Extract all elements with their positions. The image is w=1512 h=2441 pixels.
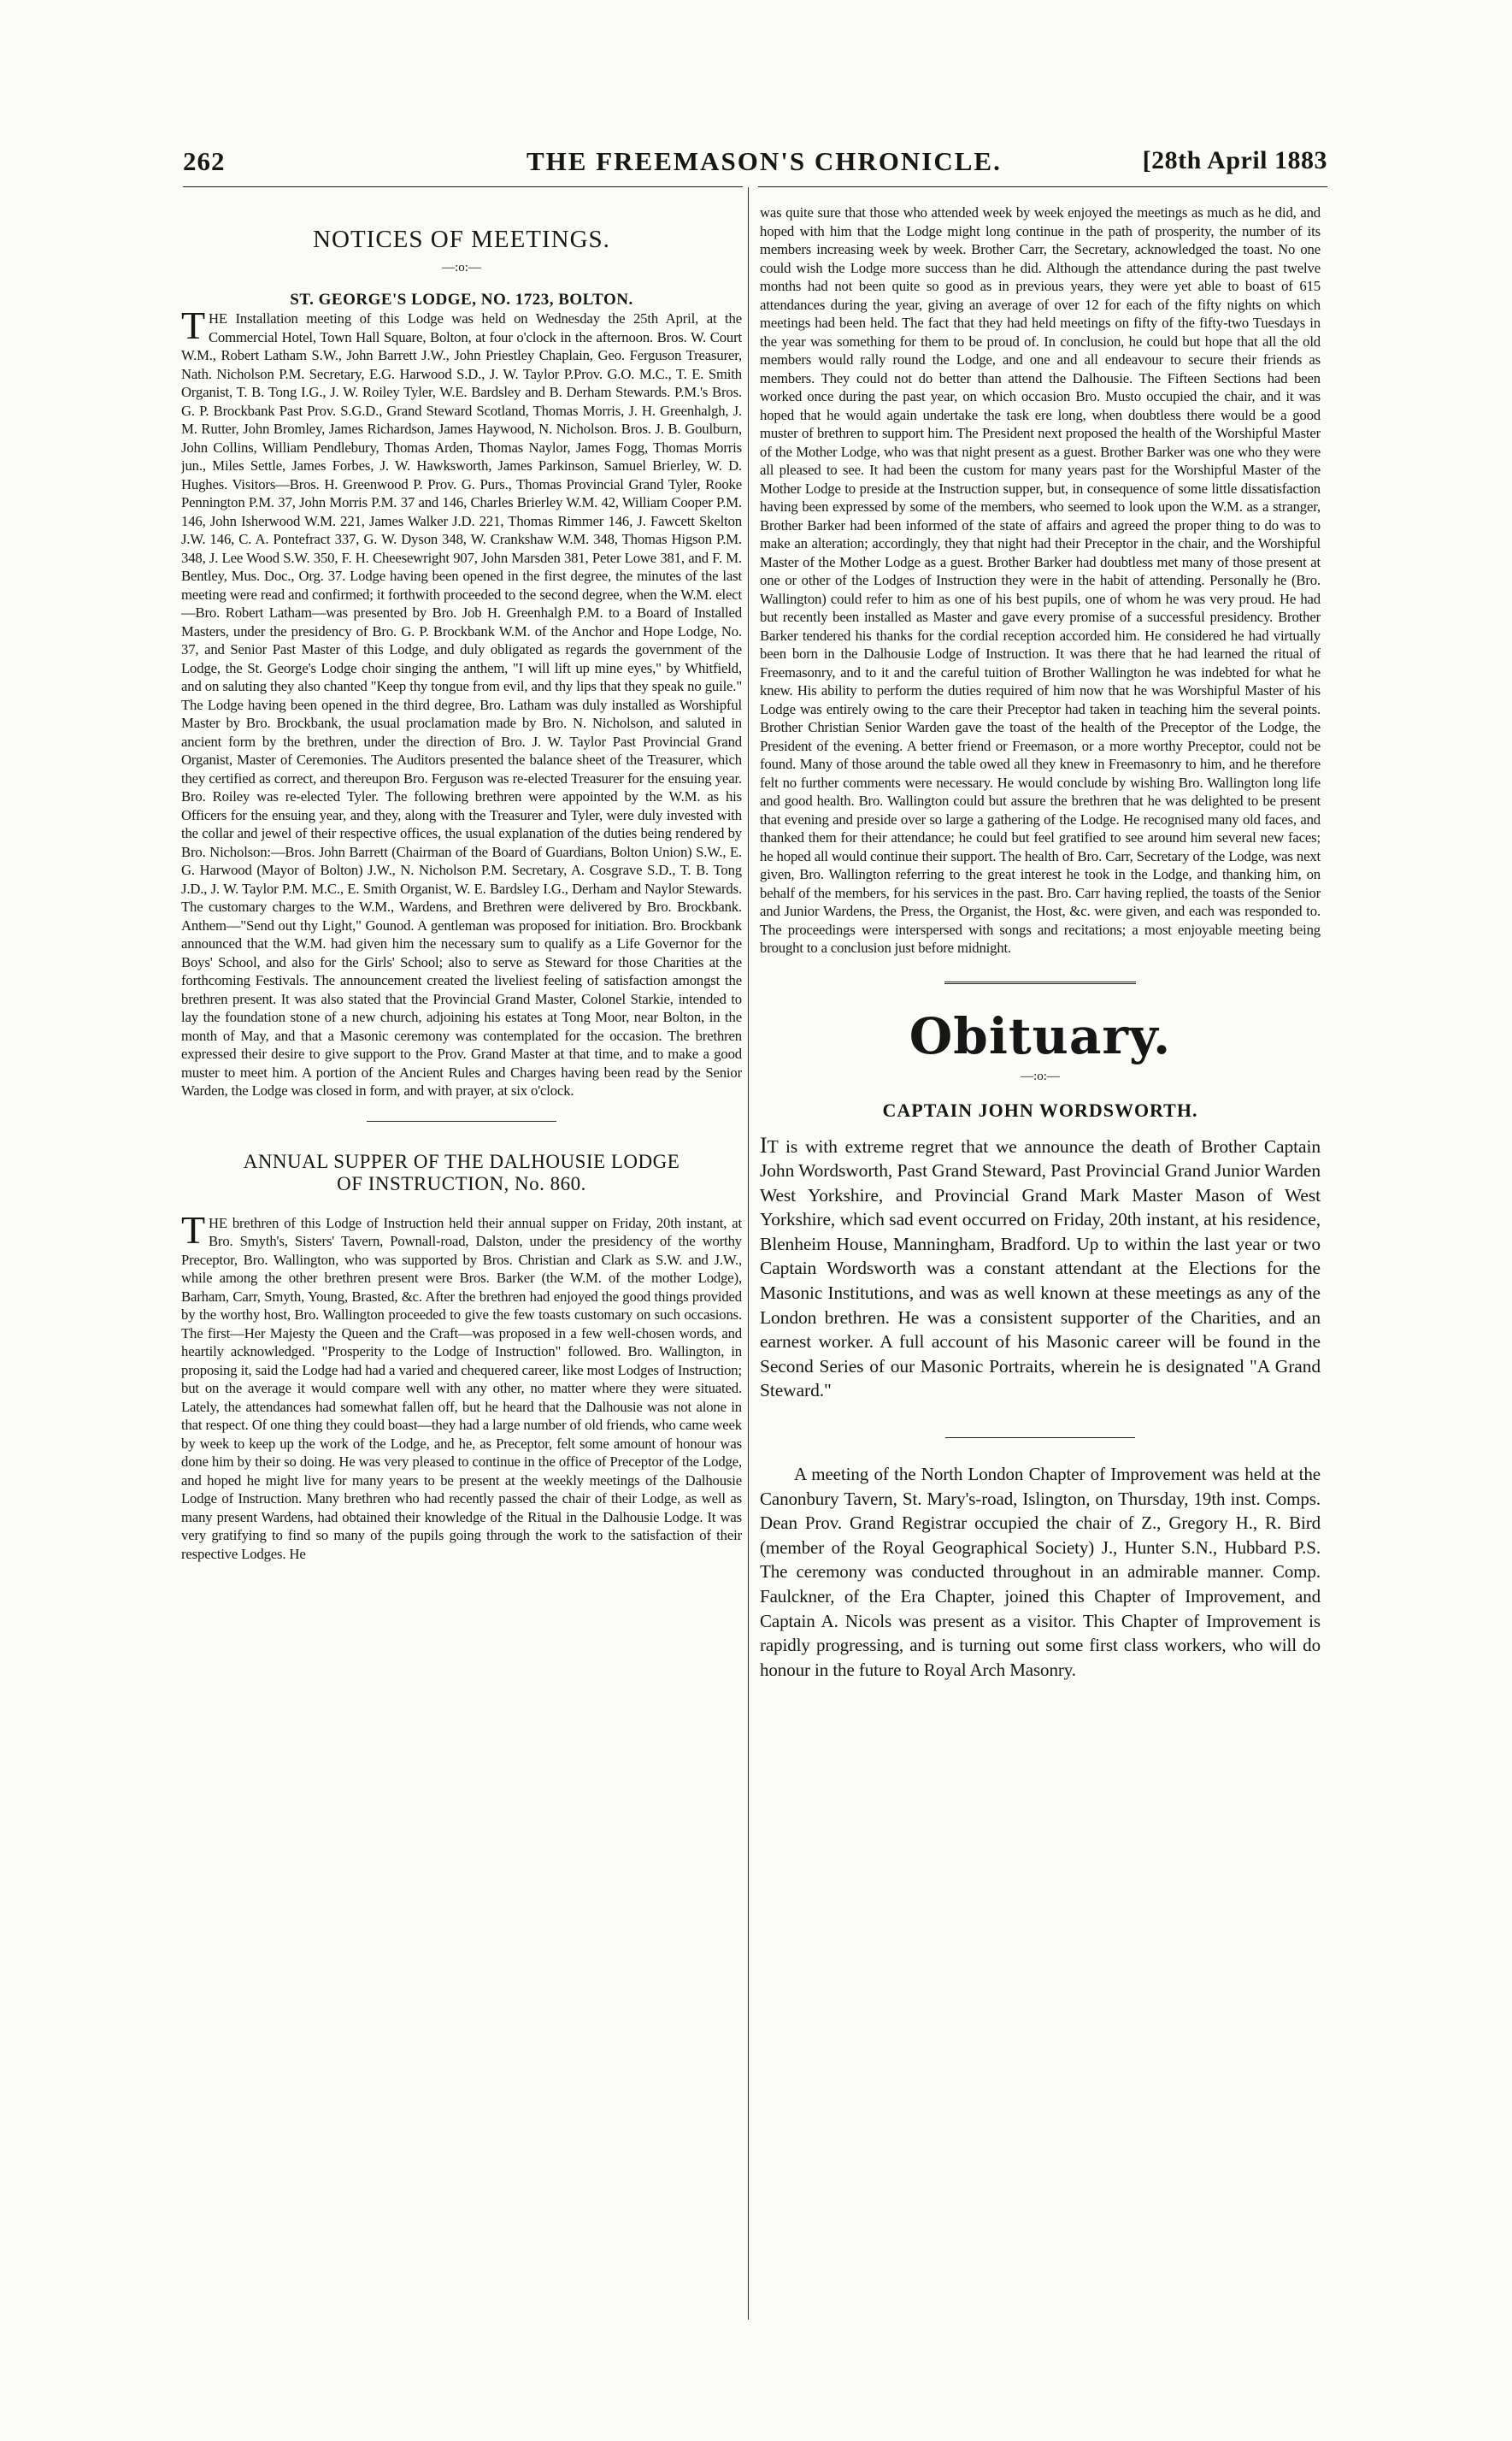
obituary-ornament: —:o:— xyxy=(1021,1069,1060,1083)
notices-ornament: —:o:— xyxy=(442,261,481,274)
column-rule xyxy=(748,187,749,2320)
left-section-rule xyxy=(367,1121,556,1122)
dalhousie-continued-article: was quite sure that those who attended week by week enjoyed the meetings as much as he did, and hoped with him that the Lodge might long continue in the path of prosperity, the number of its members increasing week by week. Brother Carr, the Secretary, acknowledged the toast. No one could wish the Lodge more success than he did. Although the attendance during the past twelve months had not been quite so good as in previous years, they were yet able to boast of 615 attendances during the year, giving an average of over 12 for each of the fifty nights on which meetings had been held. The fact that they had held meetings on fifty of the fifty-two Tuesdays in the year was something for them to be proud of. In conclusion, he could but hope that all the old members would rally round the Lodge, and one and all endeavour to secure their friends as members. They could not do better than attend the Dalhousie. The Fifteen Sections had been worked once during the past year, on which occasion Bro. Musto occupied the chair, and it was hoped that he would again undertake the task ere long, when doubtless there would be a good muster of brethren to support him. The President next proposed the health of the Worshipful Master of the Mother Lodge, who was that night present as a guest. Brother Barker was one who they were all pleased to see. It had been the custom for many years past for the Worshipful Master of the Mother Lodge to preside at the Instruction supper, but, in consequence of some little dissatisfaction having been expressed by some of the members, who seemed to look upon the W.M. as a stranger, Brother Barker had been informed of the state of affairs and agreed the proper thing to do was to make an alteration; accordingly, they that night had their Preceptor in the chair, and the Worshipful Master of the Mother Lodge as a guest. Brother Barker had doubtless met many of those present at one or other of the Lodges of Instruction they were in the habit of attending. Personally he (Bro. Wallington) could refer to him as one of his best pupils, one of whom he was very proud. He had but recently been installed as Master and gave every promise of a successful presidency. Brother Barker tendered his thanks for the cordial reception accorded him. He considered he had virtually been born in the Dalhousie Lodge of Instruction. It was there that he had learned the ritual of Freemasonry, and to it and the careful tuition of Brother Wallington he was indebted for what he knew. His ability to perform the duties required of him now that he was Worshipful Master of his Lodge was entirely owing to the care their Preceptor had taken in teaching him the several points. Brother Christian Senior Warden gave the toast of the health of the Preceptor of the Lodge, the President of the evening. A better friend or Freemason, or a more worthy Preceptor, could not be found. Many of those around the table owed all they knew in Freemasonry to him, and he therefore felt no further comments were necessary. He would conclude by wishing Bro. Wallington long life and good health. Bro. Wallington could but assure the brethren that he was delighted to be present that evening and preside over so large a gathering of the Lodge. He recognised many old faces, and thanked them for their attendance; he could but feel gratified to see around him several new faces; he hoped all would continue their support. The health of Bro. Carr, Secretary of the Lodge, was next given, Bro. Wallington referring to the great interest he took in the Lodge, and thanking him, on behalf of the members, for his services in the past. Bro. Carr having replied, the toasts of the Senior and Junior Wardens, the Press, the Organist, the Host, &c. were given, and each was responded to. The proceedings were interspersed with songs and recitations; a most enjoyable meeting being brought to a conclusion just before midnight. xyxy=(760,204,1321,956)
obituary-heading: CAPTAIN JOHN WORDSWORTH. xyxy=(882,1099,1198,1121)
dalhousie-supper-title: ANNUAL SUPPER OF THE DALHOUSIE LODGE xyxy=(243,1150,680,1172)
st-georges-lodge-text: HE Installation meeting of this Lodge was held on Wednesday the 25th April, at the Commercial Hotel, Town Hall Square, Bolton, at four o'clock in the afternoon. Bros. W. Court W.M., Robert Latham S.W., John Barrett J.W., John Priestley Chaplain, Geo. Ferguson Treasurer, Nath. Nicholson P.M. Secretary, E.G. Harwood S.D., J. W. Taylor P.Prov. G.O. M.C., T. E. Smith Organist, T. B. Tong I.G., J. W. Roiley Tyler, W.E. Bardsley and B. Derham Stewards. P.M.'s Bros. G. P. Brockbank Past Prov. S.G.D., Grand Steward Scotland, Thomas Morris, J. H. Greenhalgh, J. M. Rutter, John Bromley, James Richardson, James Haywood, N. Nicholson. Bros. J. B. Goulburn, John Collins, William Pendlebury, Thomas Arden, Thomas Naylor, James Fogg, Thomas Morris jun., Miles Settle, James Forbes, J. W. Hawksworth, James Parkinson, Samuel Brierley, W. D. Hughes. Visitors—Bros. H. Greenwood P. Prov. G. Purs., Thomas Provincial Grand Tyler, Rooke Pennington P.M. 37, John Morris P.M. 37 and 146, Charles Brierley W.M. 42, William Cooper P.M. 146, John Isherwood W.M. 221, James Walker J.D. 221, Thomas Rimmer 146, J. Fawcett Skelton J.W. 146, C. A. Pontefract 337, G. W. Dyson 348, W. Crankshaw W.M. 348, Thomas Higson P.M. 348, J. Lee Wood S.W. 350, F. H. Cheesewright 907, John Marsden 381, Peter Lowe 381, and F. M. Bentley, Mus. Doc., Org. 37. Lodge having been opened in the first degree, the minutes of the last meeting were read and confirmed; it forthwith proceeded to the second degree, when the W.M. elect—Bro. Robert Latham—was presented by Bro. Job H. Greenhalgh P.M. to a Board of Installed Masters, under the presidency of Bro. G. P. Brockbank W.M. of the Anchor and Hope Lodge, No. 37, and Senior Past Master of this Lodge, and duly obligated as regards the government of the Lodge, the St. George's Lodge choir singing the anthem, "I will lift up mine eyes," by Whitfield, and on saluting they also chanted "Keep thy tongue from evil, and thy lips that they speak no guile." The Lodge having been opened in the third degree, Bro. Latham was duly installed as Worshipful Master by Bro. Brockbank, the usual proclamation made by Bro. N. Nicholson, and saluted in ancient form by the brethren, under the direction of Bro. J. W. Taylor Past Provincial Grand Organist, Master of Ceremonies. The Auditors presented the balance sheet of the Treasurer, which they certified as correct, and thereupon Bro. Ferguson was re-elected Treasurer for the ensuing year. Bro. Roiley was re-elected Tyler. The following brethren were appointed by the W.M. as his Officers for the ensuing year, and they, along with the Treasurer and Tyler, were duly invested with the collar and jewel of their respective offices, the usual explanation of the duties being rendered by Bro. Nicholson:—Bros. John Barrett (Chairman of the Board of Guardians, Bolton Union) S.W., E. G. Harwood (Mayor of Bolton) J.W., N. Nicholson P.M. Secretary, A. Cosgrave S.D., T. B. Tong J.D., J. W. Taylor P.M. M.C., E. Smith Organist, W. E. Bardsley I.G., Derham and Naylor Stewards. The customary charges to the W.M., Wardens, and Brethren were delivered by Bro. Brockbank. Anthem—"Send out thy Light," Gounod. A gentleman was proposed for initiation. Bro. Brockbank announced that the W.M. had given him the necessary sum to qualify as a Life Governor for the Boys' School, and also for the Girls' School; also to serve as Steward for those Charities at the forthcoming Festivals. The announcement created the liveliest feeling of satisfaction amongst the brethren present. It was also stated that the Provincial Grand Master, Colonel Starkie, intended to lay the foundation stone of a new church, adjoining his estates at Tong Moor, near Bolton, in the month of May, and that a Masonic ceremony was contemplated for the occasion. The brethren expressed their desire to give support to the Prov. Grand Master at that time, and to make a good muster to meet him. A portion of the Ancient Rules and Charges having been read by the Senior Warden, the Lodge was closed in form, and with prayer, at six o'clock. xyxy=(181,310,742,1099)
chapter-rule xyxy=(945,1437,1135,1438)
header-rule-right xyxy=(758,186,1327,187)
right-column xyxy=(760,203,1321,2320)
obituary-text: T is with extreme regret that we announce the death of Brother Captain John Wordsworth, Past Grand Steward, Past Provincial Grand Junior Warden West Yorkshire, and Provincial Grand Mark Master Mason of West Yorkshire, which sad event occurred on Friday, 20th instant, at his residence, Blenheim House, Manningham, Bradford. Up to within the last year or two Captain Wordsworth was a constant attendant at the Elections for the Masonic Institutions, and was as well known at these meetings as any of the London brethren. He was a consistent supporter of the Charities, and an earnest worker. A full account of his Masonic career will be found in the Second Series of our Masonic Portraits, wherein he is designated "A Grand Steward." xyxy=(760,1135,1321,1401)
north-london-chapter-article: A meeting of the North London Chapter of Improvement was held at the Canonbury Tavern, St. Mary's-road, Islington, on Thursday, 19th inst. Comps. Dean Prov. Grand Registrar occupied the chair of Z., Gregory H., R. Bird (member of the Royal Geographical Society) J., Hunter S.N., Hubbard P.S. The ceremony was conducted throughout in an admirable manner. Comp. Faulckner, of the Era Chapter, joined this Chapter of Improvement, and Captain A. Nicols was present as a visitor. This Chapter of Improvement is rapidly progressing, and is turning out some first class workers, who will do honour in the future to Royal Arch Masonry. xyxy=(760,1464,1321,1680)
obituary-dropcap: I xyxy=(760,1132,768,1158)
page-header xyxy=(183,146,1327,192)
masthead: THE FREEMASON'S CHRONICLE. xyxy=(527,146,1002,176)
st-georges-lodge-dropcap: T xyxy=(181,304,205,347)
notices-title: NOTICES OF MEETINGS. xyxy=(313,226,610,253)
st-georges-lodge-article xyxy=(181,304,742,1100)
obituary-title: Obituary. xyxy=(909,1006,1172,1065)
dalhousie-supper-article xyxy=(181,1207,742,1564)
page-number: 262 xyxy=(183,146,226,176)
st-georges-lodge-heading: ST. GEORGE'S LODGE, NO. 1723, BOLTON. xyxy=(290,291,633,309)
obituary-rule xyxy=(944,982,1136,984)
dalhousie-supper-text: HE brethren of this Lodge of Instruction held their annual supper on Friday, 20th instant, at Bro. Smyth's, Sisters' Tavern, Pownall-road, Dalston, under the presidency of the worthy Preceptor, Bro. Wallington, who was supported by Bros. Christian and Clark as S.W. and J.W., while among the other brethren present were Bros. Barker (the W.M. of the mother Lodge), Barham, Carr, Smyth, Young, Brasted, &c. After the brethren had enjoyed the good things provided by the worthy host, Bro. Wallington proceeded to give the few toasts customary on such occasions. The first—Her Majesty the Queen and the Craft—was proposed in a few well-chosen words, and heartily acknowledged. "Prosperity to the Lodge of Instruction" followed. Bro. Wallington, in proposing it, said the Lodge had had a varied and chequered career, like most Lodges of Instruction; but on the average it would compare well with any other, no matter where they were situated. Lately, the attendances had somewhat fallen off, but he heard that the Dalhousie was not alone in that respect. Of one thing they could boast—they had a large number of old friends, who came week by week to keep up the work of the Lodge, and he, as Preceptor, felt some amount of honour was done him by their so doing. He was very pleased to continue in the office of Preceptor of the Lodge, and hoped he might live for many years to be present at the weekly meetings of the Dalhousie Lodge of Instruction. Many brethren who had recently passed the chair of their Lodge, as well as many present Wardens, had obtained their knowledge of the Ritual in the Dalhousie Lodge. It was very gratifying to find so many of the pupils going through the work to the satisfaction of their respective Lodges. He xyxy=(181,1214,742,1562)
issue-date: [28th April 1883 xyxy=(1142,146,1327,174)
obituary-article xyxy=(760,1134,1321,1404)
header-rule-left xyxy=(183,186,743,187)
dalhousie-supper-subtitle: OF INSTRUCTION, No. 860. xyxy=(337,1172,586,1194)
left-column xyxy=(181,203,742,2320)
dalhousie-dropcap: T xyxy=(181,1207,205,1252)
